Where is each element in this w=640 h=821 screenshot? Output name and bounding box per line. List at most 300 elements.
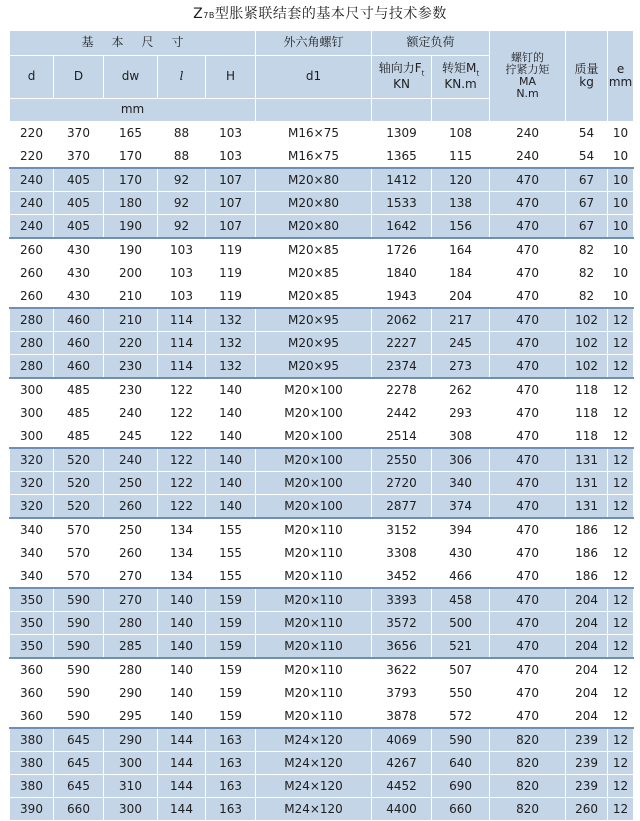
cell-axial-force: 3152	[372, 518, 432, 542]
cell-torque-mt: 374	[432, 495, 490, 519]
cell-dw: 300	[104, 752, 158, 775]
cell-H: 103	[206, 145, 256, 169]
cell-axial-force: 3393	[372, 588, 432, 612]
cell-l: 122	[158, 495, 206, 519]
table-row	[10, 542, 634, 565]
cell-torque-mt: 184	[432, 262, 490, 285]
cell-d1: M24×120	[256, 798, 372, 821]
header-torque-mt-unit: KN.m	[444, 77, 477, 92]
cell-e: 10	[608, 192, 634, 215]
header-l: l	[158, 56, 206, 99]
cell-mass: 186	[566, 565, 608, 589]
cell-D: 645	[54, 775, 104, 798]
header-axial-label: 轴向力F	[378, 61, 422, 76]
header-row-main	[10, 31, 634, 56]
cell-torque-mt: 138	[432, 192, 490, 215]
cell-mass: 102	[566, 332, 608, 355]
cell-mass: 131	[566, 495, 608, 519]
cell-dw: 220	[104, 332, 158, 355]
header-torque-mt-sub: t	[476, 69, 480, 78]
cell-l: 103	[158, 238, 206, 262]
cell-H: 155	[206, 542, 256, 565]
cell-l: 140	[158, 635, 206, 659]
cell-H: 119	[206, 238, 256, 262]
cell-d1: M20×110	[256, 705, 372, 729]
cell-D: 520	[54, 472, 104, 495]
title-subscript: 7B	[203, 11, 215, 20]
cell-d: 240	[10, 192, 54, 215]
cell-l: 122	[158, 472, 206, 495]
cell-torque-mt: 115	[432, 145, 490, 169]
cell-torque-mt: 500	[432, 612, 490, 635]
cell-mass: 239	[566, 728, 608, 752]
cell-torque-mt: 590	[432, 728, 490, 752]
cell-d: 360	[10, 705, 54, 729]
title-text: 型胀紧联结套的基本尺寸与技术参数	[214, 6, 447, 22]
cell-d1: M16×75	[256, 145, 372, 169]
cell-l: 144	[158, 775, 206, 798]
cell-tightening-torque: 470	[490, 658, 566, 682]
table-row	[10, 145, 634, 169]
cell-D: 590	[54, 612, 104, 635]
cell-mass: 204	[566, 705, 608, 729]
cell-D: 405	[54, 168, 104, 192]
cell-d: 360	[10, 682, 54, 705]
cell-D: 590	[54, 705, 104, 729]
cell-tightening-torque: 470	[490, 262, 566, 285]
cell-H: 107	[206, 215, 256, 239]
cell-axial-force: 3622	[372, 658, 432, 682]
cell-dw: 285	[104, 635, 158, 659]
cell-mass: 204	[566, 635, 608, 659]
cell-e: 12	[608, 448, 634, 472]
cell-axial-force: 3656	[372, 635, 432, 659]
table-row	[10, 308, 634, 332]
cell-torque-mt: 458	[432, 588, 490, 612]
cell-d: 350	[10, 635, 54, 659]
cell-mass: 204	[566, 612, 608, 635]
cell-torque-mt: 430	[432, 542, 490, 565]
table-row	[10, 285, 634, 309]
cell-tightening-torque: 470	[490, 542, 566, 565]
cell-axial-force: 2877	[372, 495, 432, 519]
cell-D: 460	[54, 308, 104, 332]
cell-e: 10	[608, 285, 634, 309]
cell-torque-mt: 204	[432, 285, 490, 309]
cell-e: 12	[608, 495, 634, 519]
header-unit-blank	[432, 99, 490, 122]
cell-axial-force: 3572	[372, 612, 432, 635]
cell-d1: M20×85	[256, 285, 372, 309]
cell-l: 114	[158, 355, 206, 379]
table-row	[10, 635, 634, 659]
cell-torque-mt: 306	[432, 448, 490, 472]
cell-D: 485	[54, 402, 104, 425]
table-row	[10, 402, 634, 425]
cell-torque-mt: 156	[432, 215, 490, 239]
header-H: H	[206, 56, 256, 99]
table-row	[10, 168, 634, 192]
cell-tightening-torque: 470	[490, 635, 566, 659]
header-dw: dw	[104, 56, 158, 99]
cell-dw: 290	[104, 728, 158, 752]
table-row	[10, 332, 634, 355]
cell-l: 122	[158, 448, 206, 472]
cell-D: 430	[54, 238, 104, 262]
cell-mass: 54	[566, 145, 608, 169]
cell-e: 12	[608, 728, 634, 752]
cell-d1: M20×110	[256, 518, 372, 542]
cell-d1: M20×110	[256, 542, 372, 565]
cell-D: 405	[54, 192, 104, 215]
cell-D: 590	[54, 658, 104, 682]
header-unit-mm: mm	[10, 99, 256, 122]
cell-D: 590	[54, 682, 104, 705]
cell-H: 132	[206, 308, 256, 332]
cell-l: 140	[158, 588, 206, 612]
cell-d: 260	[10, 285, 54, 309]
cell-l: 92	[158, 215, 206, 239]
cell-e: 12	[608, 588, 634, 612]
cell-H: 107	[206, 168, 256, 192]
cell-torque-mt: 521	[432, 635, 490, 659]
cell-d: 300	[10, 378, 54, 402]
cell-axial-force: 2227	[372, 332, 432, 355]
cell-H: 159	[206, 635, 256, 659]
cell-tightening-torque: 470	[490, 285, 566, 309]
cell-d: 340	[10, 542, 54, 565]
header-e-text: e mm	[608, 61, 633, 89]
title-prefix: Z	[193, 6, 204, 22]
cell-e: 12	[608, 542, 634, 565]
cell-l: 103	[158, 285, 206, 309]
cell-H: 140	[206, 472, 256, 495]
cell-e: 12	[608, 332, 634, 355]
table-row	[10, 472, 634, 495]
cell-tightening-torque: 240	[490, 122, 566, 145]
cell-mass: 82	[566, 285, 608, 309]
cell-e: 12	[608, 612, 634, 635]
cell-H: 155	[206, 565, 256, 589]
cell-D: 370	[54, 122, 104, 145]
cell-tightening-torque: 470	[490, 332, 566, 355]
cell-tightening-torque: 470	[490, 472, 566, 495]
cell-e: 12	[608, 775, 634, 798]
cell-l: 134	[158, 565, 206, 589]
cell-tightening-torque: 470	[490, 565, 566, 589]
table-row	[10, 355, 634, 379]
cell-d: 350	[10, 588, 54, 612]
cell-axial-force: 2550	[372, 448, 432, 472]
cell-dw: 280	[104, 658, 158, 682]
cell-dw: 250	[104, 518, 158, 542]
table-row	[10, 728, 634, 752]
header-D: D	[54, 56, 104, 99]
cell-axial-force: 3308	[372, 542, 432, 565]
cell-dw: 280	[104, 612, 158, 635]
cell-axial-force: 2514	[372, 425, 432, 449]
cell-mass: 102	[566, 355, 608, 379]
header-torque-text: 螺钉的 拧紧力矩 MA N.m	[505, 50, 550, 101]
cell-torque-mt: 120	[432, 168, 490, 192]
cell-torque-mt: 308	[432, 425, 490, 449]
cell-e: 12	[608, 635, 634, 659]
cell-tightening-torque: 470	[490, 192, 566, 215]
cell-e: 12	[608, 518, 634, 542]
cell-D: 590	[54, 635, 104, 659]
cell-H: 163	[206, 728, 256, 752]
cell-H: 140	[206, 378, 256, 402]
cell-l: 88	[158, 145, 206, 169]
cell-d: 340	[10, 565, 54, 589]
cell-d1: M20×95	[256, 355, 372, 379]
cell-torque-mt: 340	[432, 472, 490, 495]
cell-D: 485	[54, 378, 104, 402]
header-torque	[490, 31, 566, 122]
header-unit-blank	[372, 99, 432, 122]
cell-d: 300	[10, 402, 54, 425]
cell-H: 107	[206, 192, 256, 215]
cell-tightening-torque: 470	[490, 168, 566, 192]
cell-H: 159	[206, 612, 256, 635]
cell-H: 140	[206, 402, 256, 425]
cell-l: 144	[158, 798, 206, 821]
cell-mass: 186	[566, 542, 608, 565]
header-mass-text: 质量 kg	[574, 61, 599, 89]
cell-d: 300	[10, 425, 54, 449]
cell-tightening-torque: 470	[490, 612, 566, 635]
cell-tightening-torque: 820	[490, 798, 566, 821]
cell-mass: 186	[566, 518, 608, 542]
cell-axial-force: 2442	[372, 402, 432, 425]
table-row	[10, 425, 634, 449]
header-rated-load: 额定负荷	[372, 31, 490, 56]
cell-D: 590	[54, 588, 104, 612]
cell-d1: M20×100	[256, 448, 372, 472]
cell-l: 140	[158, 658, 206, 682]
cell-axial-force: 3878	[372, 705, 432, 729]
cell-D: 460	[54, 355, 104, 379]
cell-dw: 245	[104, 425, 158, 449]
cell-d1: M20×95	[256, 332, 372, 355]
cell-d: 380	[10, 752, 54, 775]
cell-axial-force: 2374	[372, 355, 432, 379]
cell-tightening-torque: 470	[490, 495, 566, 519]
cell-e: 10	[608, 168, 634, 192]
cell-axial-force: 2720	[372, 472, 432, 495]
cell-dw: 240	[104, 448, 158, 472]
cell-dw: 300	[104, 798, 158, 821]
cell-axial-force: 1840	[372, 262, 432, 285]
cell-torque-mt: 640	[432, 752, 490, 775]
header-unit-blank	[256, 99, 372, 122]
header-screw: 外六角螺钉	[256, 31, 372, 56]
cell-D: 370	[54, 145, 104, 169]
cell-tightening-torque: 240	[490, 145, 566, 169]
header-axial-sub: t	[421, 69, 425, 78]
cell-H: 159	[206, 588, 256, 612]
cell-e: 12	[608, 705, 634, 729]
cell-e: 12	[608, 752, 634, 775]
cell-torque-mt: 164	[432, 238, 490, 262]
table-row	[10, 658, 634, 682]
cell-d1: M20×110	[256, 588, 372, 612]
cell-l: 88	[158, 122, 206, 145]
cell-d1: M20×100	[256, 495, 372, 519]
table-row	[10, 752, 634, 775]
cell-e: 12	[608, 308, 634, 332]
cell-torque-mt: 660	[432, 798, 490, 821]
cell-axial-force: 2278	[372, 378, 432, 402]
cell-dw: 270	[104, 565, 158, 589]
table-row	[10, 705, 634, 729]
cell-D: 570	[54, 518, 104, 542]
cell-dw: 210	[104, 285, 158, 309]
cell-axial-force: 1533	[372, 192, 432, 215]
cell-d1: M20×100	[256, 472, 372, 495]
cell-l: 144	[158, 728, 206, 752]
cell-d1: M20×85	[256, 238, 372, 262]
cell-l: 140	[158, 682, 206, 705]
table-row	[10, 238, 634, 262]
cell-e: 12	[608, 565, 634, 589]
cell-D: 520	[54, 495, 104, 519]
cell-dw: 210	[104, 308, 158, 332]
cell-d1: M24×120	[256, 728, 372, 752]
cell-axial-force: 1412	[372, 168, 432, 192]
cell-tightening-torque: 470	[490, 518, 566, 542]
cell-H: 119	[206, 285, 256, 309]
table-row	[10, 565, 634, 589]
cell-tightening-torque: 470	[490, 705, 566, 729]
cell-mass: 118	[566, 425, 608, 449]
cell-D: 645	[54, 728, 104, 752]
cell-dw: 270	[104, 588, 158, 612]
header-mass	[566, 31, 608, 122]
cell-d1: M20×80	[256, 215, 372, 239]
table-row	[10, 518, 634, 542]
cell-tightening-torque: 820	[490, 752, 566, 775]
cell-d: 240	[10, 215, 54, 239]
cell-dw: 230	[104, 378, 158, 402]
header-d: d	[10, 56, 54, 99]
cell-e: 10	[608, 145, 634, 169]
cell-dw: 230	[104, 355, 158, 379]
cell-d: 280	[10, 355, 54, 379]
cell-H: 140	[206, 495, 256, 519]
cell-mass: 118	[566, 378, 608, 402]
cell-tightening-torque: 470	[490, 308, 566, 332]
cell-e: 10	[608, 262, 634, 285]
cell-H: 119	[206, 262, 256, 285]
cell-axial-force: 1309	[372, 122, 432, 145]
cell-e: 12	[608, 355, 634, 379]
table-row	[10, 495, 634, 519]
cell-torque-mt: 394	[432, 518, 490, 542]
cell-d: 340	[10, 518, 54, 542]
cell-H: 140	[206, 425, 256, 449]
cell-d1: M20×100	[256, 425, 372, 449]
cell-mass: 67	[566, 168, 608, 192]
cell-d1: M20×110	[256, 635, 372, 659]
cell-axial-force: 1642	[372, 215, 432, 239]
header-axial-force	[372, 56, 432, 99]
cell-d1: M16×75	[256, 122, 372, 145]
cell-d: 320	[10, 472, 54, 495]
cell-l: 122	[158, 425, 206, 449]
cell-tightening-torque: 470	[490, 425, 566, 449]
cell-e: 10	[608, 215, 634, 239]
cell-d1: M20×100	[256, 402, 372, 425]
cell-d: 220	[10, 145, 54, 169]
cell-tightening-torque: 470	[490, 238, 566, 262]
cell-dw: 240	[104, 402, 158, 425]
cell-torque-mt: 108	[432, 122, 490, 145]
cell-mass: 239	[566, 752, 608, 775]
cell-d: 380	[10, 728, 54, 752]
cell-d1: M20×110	[256, 565, 372, 589]
cell-mass: 260	[566, 798, 608, 821]
spec-table	[9, 30, 634, 821]
cell-torque-mt: 245	[432, 332, 490, 355]
cell-l: 122	[158, 402, 206, 425]
cell-d1: M20×80	[256, 168, 372, 192]
cell-axial-force: 1726	[372, 238, 432, 262]
cell-l: 122	[158, 378, 206, 402]
cell-dw: 190	[104, 238, 158, 262]
cell-H: 155	[206, 518, 256, 542]
cell-H: 132	[206, 355, 256, 379]
cell-D: 660	[54, 798, 104, 821]
cell-e: 10	[608, 122, 634, 145]
cell-mass: 67	[566, 192, 608, 215]
cell-tightening-torque: 820	[490, 728, 566, 752]
cell-mass: 131	[566, 448, 608, 472]
cell-d1: M20×100	[256, 378, 372, 402]
cell-tightening-torque: 470	[490, 215, 566, 239]
cell-d: 280	[10, 308, 54, 332]
cell-D: 485	[54, 425, 104, 449]
table-row	[10, 682, 634, 705]
cell-tightening-torque: 470	[490, 448, 566, 472]
cell-d: 320	[10, 448, 54, 472]
cell-e: 12	[608, 425, 634, 449]
cell-mass: 67	[566, 215, 608, 239]
cell-l: 103	[158, 262, 206, 285]
cell-D: 430	[54, 262, 104, 285]
cell-torque-mt: 273	[432, 355, 490, 379]
cell-axial-force: 4069	[372, 728, 432, 752]
cell-D: 430	[54, 285, 104, 309]
cell-axial-force: 3452	[372, 565, 432, 589]
table-row	[10, 215, 634, 239]
cell-d1: M20×110	[256, 612, 372, 635]
cell-e: 12	[608, 378, 634, 402]
cell-mass: 204	[566, 682, 608, 705]
header-e	[608, 31, 634, 122]
cell-l: 134	[158, 542, 206, 565]
cell-d1: M20×85	[256, 262, 372, 285]
header-axial-unit: KN	[393, 77, 410, 92]
cell-H: 132	[206, 332, 256, 355]
cell-H: 159	[206, 658, 256, 682]
cell-mass: 118	[566, 402, 608, 425]
table-row	[10, 588, 634, 612]
header-torque-mt-label: 转矩M	[441, 61, 477, 76]
cell-e: 12	[608, 472, 634, 495]
cell-axial-force: 4400	[372, 798, 432, 821]
cell-torque-mt: 262	[432, 378, 490, 402]
